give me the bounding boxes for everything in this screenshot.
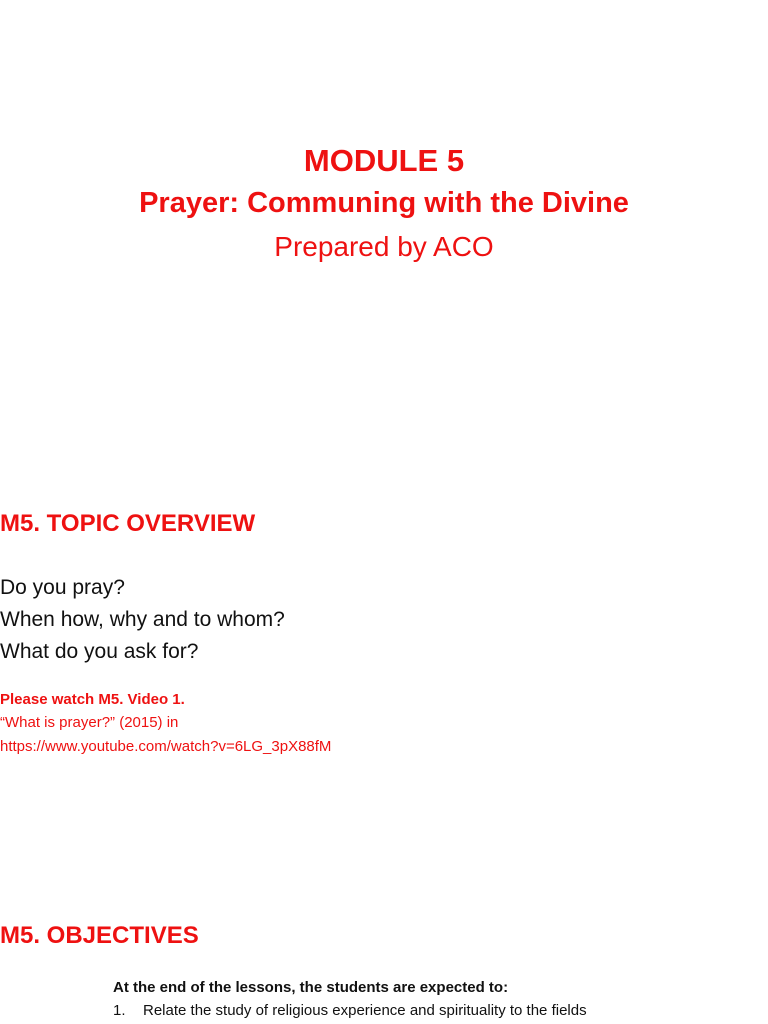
- module-subtitle: Prayer: Communing with the Divine: [139, 187, 629, 219]
- objectives-heading: M5. OBJECTIVES: [0, 922, 199, 949]
- overview-heading: M5. TOPIC OVERVIEW: [0, 510, 256, 537]
- module-title: MODULE 5: [303, 143, 465, 178]
- overview-question: When how, why and to whom?: [0, 608, 285, 631]
- video-link[interactable]: https://www.youtube.com/watch?v=6LG_3pX88fM: [0, 738, 332, 755]
- objective-item: [113, 1001, 587, 1021]
- video-link-line: [0, 737, 768, 757]
- video-citation: “What is prayer?” (2015) in: [0, 714, 179, 731]
- objective-text: Relate the study of religious experience and spirituality to the fields: [143, 1002, 587, 1019]
- module-author: Prepared by ACO: [274, 231, 494, 262]
- objective-number: 1.: [113, 1002, 126, 1019]
- video-instruction: Please watch M5. Video 1.: [0, 691, 185, 708]
- title-slide: [0, 0, 768, 420]
- overview-question: Do you pray?: [0, 576, 125, 599]
- overview-question: What do you ask for?: [0, 640, 199, 663]
- objectives-intro: At the end of the lessons, the students are expected to:: [113, 979, 509, 996]
